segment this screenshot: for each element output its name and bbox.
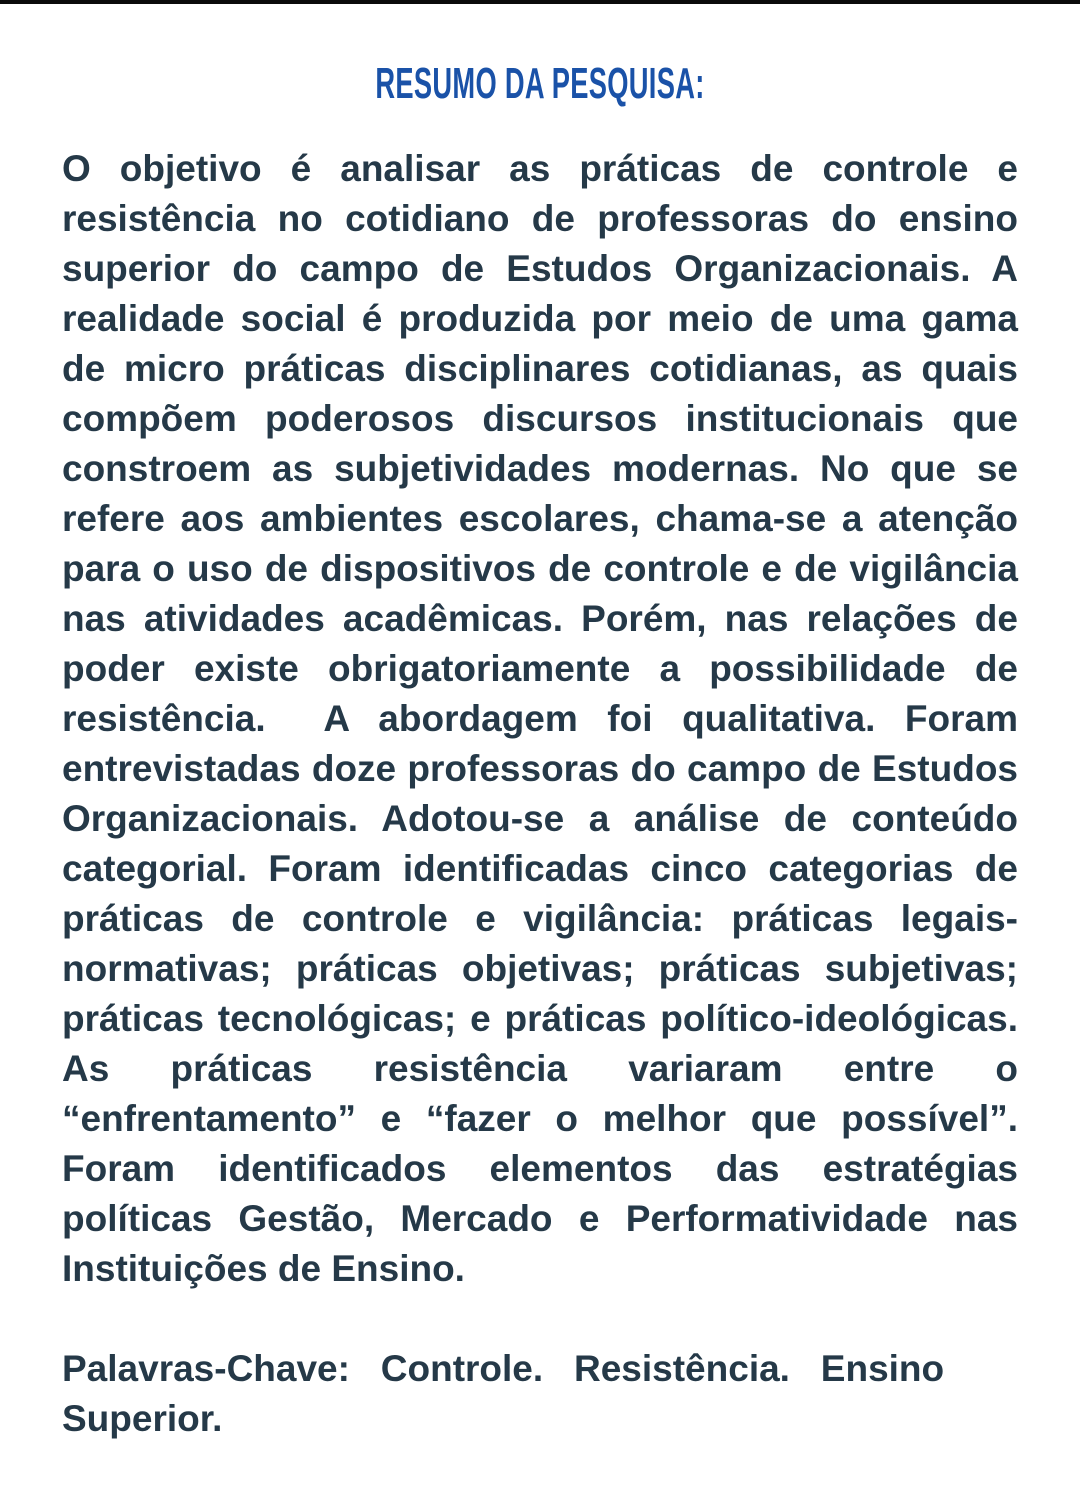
abstract-paragraph: O objetivo é analisar as práticas de controle e resistência no cotidiano de professoras do ensino superior do campo de Estudos Organizacionais. A realidade social é produzida por meio de uma gama de micro práticas disciplinares cotidianas, as quais compõem poderosos discursos institucionais que constroem as subjetividades modernas. No que se refere aos ambientes escolares, chama-se a atenção para o uso de dispositivos de controle e de vigilância nas atividades acadêmicas. Porém, nas relações de poder existe obrigatoriamente a possibilidade de resistência. A abordagem foi qualitativa. Foram entrevistadas doze professoras do campo de Estudos Organizacionais. Adotou-se a análise de conteúdo categorial. Foram identificadas cinco categorias de práticas de controle e vigilância: práticas legais-normativas; práticas objetivas; práticas subjetivas; práticas tecnológicas; e práticas político-ideológicas. As práticas resistência variaram entre o “enfrentamento” e “fazer o melhor que possível”. Foram identificados elementos das estratégias políticas Gestão, Mercado e Performatividade nas Instituições de Ensino. xyxy=(62,148,1029,1289)
page-title: RESUMO DA PESQUISA: xyxy=(375,59,705,108)
keywords-paragraph: Palavras-Chave: Controle. Resistência. Ensino Superior. xyxy=(62,1348,955,1439)
content-column xyxy=(62,0,1029,1444)
